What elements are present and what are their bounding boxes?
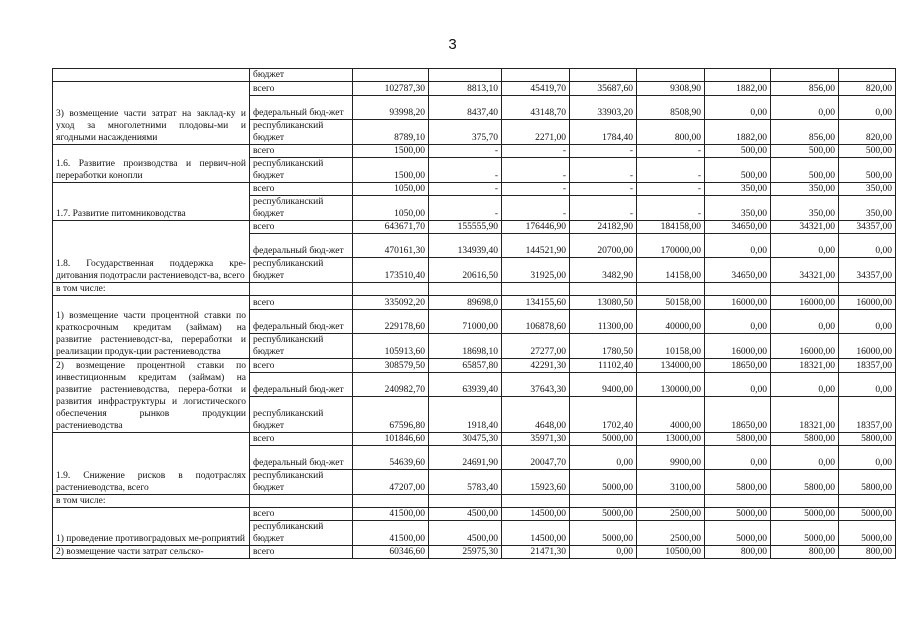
amount-cell: - — [502, 145, 570, 158]
amount-cell: 856,00 — [771, 120, 839, 145]
funding-source: всего — [250, 82, 353, 96]
amount-cell: 3100,00 — [637, 470, 705, 495]
amount-cell: 0,00 — [771, 234, 839, 258]
amount-cell: 16000,00 — [771, 296, 839, 310]
amount-cell: 0,00 — [771, 446, 839, 470]
amount-cell: 71000,00 — [429, 310, 502, 334]
amount-cell: 34650,00 — [705, 258, 771, 283]
amount-cell: - — [637, 158, 705, 183]
amount-cell: 5000,00 — [705, 508, 771, 521]
amount-cell: 16000,00 — [705, 296, 771, 310]
amount-cell: 0,00 — [705, 373, 771, 397]
amount-cell: 1050,00 — [353, 196, 429, 221]
amount-cell: - — [570, 196, 637, 221]
amount-cell: 0,00 — [839, 234, 896, 258]
amount-cell: - — [570, 158, 637, 183]
amount-cell: 170000,00 — [637, 234, 705, 258]
amount-cell: 5000,00 — [771, 521, 839, 546]
amount-cell — [429, 495, 502, 508]
row-description: 2) возмещение части затрат сельско- — [53, 546, 250, 559]
amount-cell: 5000,00 — [570, 433, 637, 446]
amount-cell: 102787,30 — [353, 82, 429, 96]
amount-cell: 5800,00 — [705, 433, 771, 446]
amount-cell: 1500,00 — [353, 145, 429, 158]
amount-cell: 8813,10 — [429, 82, 502, 96]
amount-cell: 0,00 — [839, 310, 896, 334]
funding-source — [250, 283, 353, 296]
funding-source: всего — [250, 183, 353, 196]
amount-cell: 47207,00 — [353, 470, 429, 495]
funding-source: республиканский бюджет — [250, 120, 353, 145]
row-description: 1.7. Развитие питомниководства — [53, 183, 250, 221]
amount-cell: 4000,00 — [637, 397, 705, 433]
amount-cell: 5800,00 — [771, 433, 839, 446]
amount-cell: 820,00 — [839, 120, 896, 145]
amount-cell: 350,00 — [839, 183, 896, 196]
amount-cell: 2500,00 — [637, 521, 705, 546]
amount-cell: - — [637, 196, 705, 221]
amount-cell: 1882,00 — [705, 82, 771, 96]
amount-cell: 350,00 — [705, 196, 771, 221]
amount-cell: 31925,00 — [502, 258, 570, 283]
amount-cell — [502, 283, 570, 296]
amount-cell: - — [502, 183, 570, 196]
amount-cell: 375,70 — [429, 120, 502, 145]
table-row — [53, 82, 896, 96]
amount-cell: 27277,00 — [502, 334, 570, 359]
amount-cell: 130000,00 — [637, 373, 705, 397]
amount-cell: 0,00 — [839, 96, 896, 120]
amount-cell: 13000,00 — [637, 433, 705, 446]
row-description — [53, 69, 250, 82]
amount-cell — [429, 69, 502, 82]
amount-cell: 350,00 — [771, 196, 839, 221]
amount-cell — [570, 495, 637, 508]
amount-cell: 240982,70 — [353, 373, 429, 397]
amount-cell: 134155,60 — [502, 296, 570, 310]
amount-cell: 18321,00 — [771, 359, 839, 373]
amount-cell: 800,00 — [771, 546, 839, 559]
funding-source: республиканский бюджет — [250, 334, 353, 359]
amount-cell: 500,00 — [771, 158, 839, 183]
amount-cell: 16000,00 — [705, 334, 771, 359]
amount-cell: - — [637, 183, 705, 196]
amount-cell: 20700,00 — [570, 234, 637, 258]
funding-source: федеральный бюд-жет — [250, 310, 353, 334]
amount-cell: 34357,00 — [839, 221, 896, 234]
amount-cell: 800,00 — [637, 120, 705, 145]
table-row — [53, 508, 896, 521]
amount-cell: 41500,00 — [353, 508, 429, 521]
amount-cell: 18357,00 — [839, 397, 896, 433]
amount-cell: - — [429, 158, 502, 183]
amount-cell: 1050,00 — [353, 183, 429, 196]
amount-cell: 5800,00 — [771, 470, 839, 495]
amount-cell: 1500,00 — [353, 158, 429, 183]
amount-cell — [771, 495, 839, 508]
amount-cell: 30475,30 — [429, 433, 502, 446]
page-number: 3 — [448, 36, 457, 53]
amount-cell: - — [570, 145, 637, 158]
row-description: 1.9. Снижение рисков в подотраслях растениеводства, всего — [53, 433, 250, 495]
table-row — [53, 283, 896, 296]
amount-cell — [839, 69, 896, 82]
amount-cell: 13080,50 — [570, 296, 637, 310]
amount-cell: 856,00 — [771, 82, 839, 96]
amount-cell: 5783,40 — [429, 470, 502, 495]
amount-cell: 14158,00 — [637, 258, 705, 283]
amount-cell: 643671,70 — [353, 221, 429, 234]
amount-cell: 18698,10 — [429, 334, 502, 359]
amount-cell: 5000,00 — [570, 521, 637, 546]
row-description: в том числе: — [53, 283, 250, 296]
amount-cell — [637, 283, 705, 296]
amount-cell: 0,00 — [570, 546, 637, 559]
table-row — [53, 145, 896, 158]
amount-cell: 11300,00 — [570, 310, 637, 334]
amount-cell: 155555,90 — [429, 221, 502, 234]
amount-cell — [637, 69, 705, 82]
amount-cell: 500,00 — [705, 145, 771, 158]
amount-cell: 350,00 — [705, 183, 771, 196]
funding-source: республиканский бюджет — [250, 196, 353, 221]
amount-cell: 16000,00 — [771, 334, 839, 359]
amount-cell: - — [429, 145, 502, 158]
amount-cell: 0,00 — [839, 373, 896, 397]
amount-cell: 25975,30 — [429, 546, 502, 559]
funding-source: всего — [250, 433, 353, 446]
amount-cell: 0,00 — [839, 446, 896, 470]
amount-cell — [570, 283, 637, 296]
amount-cell: 4500,00 — [429, 508, 502, 521]
amount-cell: 500,00 — [839, 158, 896, 183]
amount-cell: 9900,00 — [637, 446, 705, 470]
table-row — [53, 296, 896, 310]
amount-cell: 24182,90 — [570, 221, 637, 234]
funding-source: всего — [250, 221, 353, 234]
funding-source: бюджет — [250, 69, 353, 82]
amount-cell: 335092,20 — [353, 296, 429, 310]
amount-cell: 3482,90 — [570, 258, 637, 283]
amount-cell: 229178,60 — [353, 310, 429, 334]
amount-cell: 0,00 — [705, 310, 771, 334]
amount-cell: 134000,00 — [637, 359, 705, 373]
amount-cell: 5000,00 — [570, 470, 637, 495]
amount-cell: 500,00 — [839, 145, 896, 158]
amount-cell: 89698,0 — [429, 296, 502, 310]
amount-cell: 63939,40 — [429, 373, 502, 397]
amount-cell: 0,00 — [771, 373, 839, 397]
amount-cell: 18650,00 — [705, 359, 771, 373]
amount-cell: 5800,00 — [839, 433, 896, 446]
amount-cell: 134939,40 — [429, 234, 502, 258]
amount-cell: 18321,00 — [771, 397, 839, 433]
amount-cell: 500,00 — [771, 145, 839, 158]
amount-cell — [705, 495, 771, 508]
row-description: 1) проведение противоградовых ме-роприятий — [53, 508, 250, 546]
amount-cell: 10500,00 — [637, 546, 705, 559]
funding-source: республиканский бюджет — [250, 158, 353, 183]
amount-cell: 14500,00 — [502, 508, 570, 521]
amount-cell: 4648,00 — [502, 397, 570, 433]
amount-cell — [353, 495, 429, 508]
funding-source: республиканский бюджет — [250, 470, 353, 495]
amount-cell: - — [637, 145, 705, 158]
amount-cell: 54639,60 — [353, 446, 429, 470]
amount-cell: 5000,00 — [839, 521, 896, 546]
amount-cell: 184158,00 — [637, 221, 705, 234]
amount-cell — [570, 69, 637, 82]
amount-cell: 173510,40 — [353, 258, 429, 283]
amount-cell — [771, 283, 839, 296]
amount-cell: 35687,60 — [570, 82, 637, 96]
amount-cell: 1918,40 — [429, 397, 502, 433]
amount-cell: 8789,10 — [353, 120, 429, 145]
funding-source: всего — [250, 508, 353, 521]
funding-source: федеральный бюд-жет — [250, 446, 353, 470]
amount-cell: 33903,20 — [570, 96, 637, 120]
amount-cell: 800,00 — [839, 546, 896, 559]
amount-cell: 0,00 — [705, 234, 771, 258]
amount-cell: 5000,00 — [771, 508, 839, 521]
amount-cell: 16000,00 — [839, 334, 896, 359]
amount-cell: 4500,00 — [429, 521, 502, 546]
row-description: 2) возмещение процентной ставки по инвестиционным кредитам (займам) на развитие растениеводства, перера-ботки и развития инфраструктуры и логистического обеспечения рынков продукции растениеводства — [53, 359, 250, 433]
amount-cell: 34650,00 — [705, 221, 771, 234]
amount-cell: 9308,90 — [637, 82, 705, 96]
amount-cell: 40000,00 — [637, 310, 705, 334]
funding-source: республиканский бюджет — [250, 521, 353, 546]
amount-cell: 60346,60 — [353, 546, 429, 559]
amount-cell — [353, 69, 429, 82]
funding-source: федеральный бюд-жет — [250, 234, 353, 258]
amount-cell: 101846,60 — [353, 433, 429, 446]
table-row — [53, 359, 896, 373]
amount-cell: 308579,50 — [353, 359, 429, 373]
amount-cell — [637, 495, 705, 508]
funding-source: всего — [250, 546, 353, 559]
amount-cell: 5000,00 — [570, 508, 637, 521]
amount-cell: 470161,30 — [353, 234, 429, 258]
funding-source: федеральный бюд-жет — [250, 373, 353, 397]
amount-cell: 2271,00 — [502, 120, 570, 145]
budget-table — [52, 68, 896, 559]
row-description: 1.6. Развитие производства и первич-ной переработки конопли — [53, 145, 250, 183]
amount-cell: - — [429, 183, 502, 196]
amount-cell: 67596,80 — [353, 397, 429, 433]
amount-cell: 5000,00 — [839, 508, 896, 521]
amount-cell: 5800,00 — [705, 470, 771, 495]
funding-source: республиканский бюджет — [250, 397, 353, 433]
row-description: 1) возмещение части процентной ставки по краткосрочным кредитам (займам) на развитие растениеводст-ва, переработки и реализации продук-ции растениеводства — [53, 296, 250, 359]
amount-cell — [429, 283, 502, 296]
table-row — [53, 433, 896, 446]
amount-cell: 18357,00 — [839, 359, 896, 373]
amount-cell: 21471,30 — [502, 546, 570, 559]
amount-cell: 9400,00 — [570, 373, 637, 397]
amount-cell: 24691,90 — [429, 446, 502, 470]
amount-cell: 35971,30 — [502, 433, 570, 446]
amount-cell: 43148,70 — [502, 96, 570, 120]
amount-cell: 20047,70 — [502, 446, 570, 470]
amount-cell: 10158,00 — [637, 334, 705, 359]
funding-source: всего — [250, 359, 353, 373]
amount-cell: 93998,20 — [353, 96, 429, 120]
amount-cell — [353, 283, 429, 296]
amount-cell: 14500,00 — [502, 521, 570, 546]
amount-cell: - — [429, 196, 502, 221]
amount-cell: 34321,00 — [771, 258, 839, 283]
amount-cell: 42291,30 — [502, 359, 570, 373]
row-description: 3) возмещение части затрат на заклад-ку и уход за многолетними плодовы-ми и ягодными насаждениями — [53, 82, 250, 145]
amount-cell: 0,00 — [705, 96, 771, 120]
amount-cell: 106878,60 — [502, 310, 570, 334]
amount-cell: 350,00 — [839, 196, 896, 221]
amount-cell: 18650,00 — [705, 397, 771, 433]
amount-cell: 34357,00 — [839, 258, 896, 283]
amount-cell: 0,00 — [570, 446, 637, 470]
amount-cell: 8508,90 — [637, 96, 705, 120]
amount-cell: - — [570, 183, 637, 196]
amount-cell — [705, 69, 771, 82]
amount-cell: 16000,00 — [839, 296, 896, 310]
amount-cell — [771, 69, 839, 82]
amount-cell: 176446,90 — [502, 221, 570, 234]
amount-cell: 41500,00 — [353, 521, 429, 546]
amount-cell: 1702,40 — [570, 397, 637, 433]
amount-cell: 0,00 — [771, 310, 839, 334]
amount-cell: 5800,00 — [839, 470, 896, 495]
amount-cell: 0,00 — [771, 96, 839, 120]
amount-cell: 0,00 — [705, 446, 771, 470]
amount-cell: 350,00 — [771, 183, 839, 196]
amount-cell: 800,00 — [705, 546, 771, 559]
amount-cell: 8437,40 — [429, 96, 502, 120]
amount-cell — [839, 495, 896, 508]
funding-source — [250, 495, 353, 508]
table-row — [53, 495, 896, 508]
amount-cell: 34321,00 — [771, 221, 839, 234]
amount-cell: 2500,00 — [637, 508, 705, 521]
row-description: в том числе: — [53, 495, 250, 508]
amount-cell: 105913,60 — [353, 334, 429, 359]
amount-cell: 11102,40 — [570, 359, 637, 373]
amount-cell — [839, 283, 896, 296]
amount-cell: 500,00 — [705, 158, 771, 183]
amount-cell — [705, 283, 771, 296]
amount-cell — [502, 69, 570, 82]
table-row — [53, 183, 896, 196]
amount-cell: 5000,00 — [705, 521, 771, 546]
amount-cell: 45419,70 — [502, 82, 570, 96]
funding-source: республиканский бюджет — [250, 258, 353, 283]
amount-cell: 144521,90 — [502, 234, 570, 258]
amount-cell: 50158,00 — [637, 296, 705, 310]
amount-cell: 1780,50 — [570, 334, 637, 359]
funding-source: всего — [250, 296, 353, 310]
amount-cell — [502, 495, 570, 508]
amount-cell: 820,00 — [839, 82, 896, 96]
amount-cell: - — [502, 158, 570, 183]
table-row — [53, 69, 896, 82]
amount-cell: 37643,30 — [502, 373, 570, 397]
row-description: 1.8. Государственная поддержка кре-дитования подотрасли растениеводст-ва, всего — [53, 221, 250, 283]
table-row — [53, 546, 896, 559]
amount-cell: 65857,80 — [429, 359, 502, 373]
funding-source: федеральный бюд-жет — [250, 96, 353, 120]
amount-cell: 15923,60 — [502, 470, 570, 495]
amount-cell: 20616,50 — [429, 258, 502, 283]
amount-cell: 1882,00 — [705, 120, 771, 145]
amount-cell: - — [502, 196, 570, 221]
table-row — [53, 221, 896, 234]
amount-cell: 1784,40 — [570, 120, 637, 145]
funding-source: всего — [250, 145, 353, 158]
